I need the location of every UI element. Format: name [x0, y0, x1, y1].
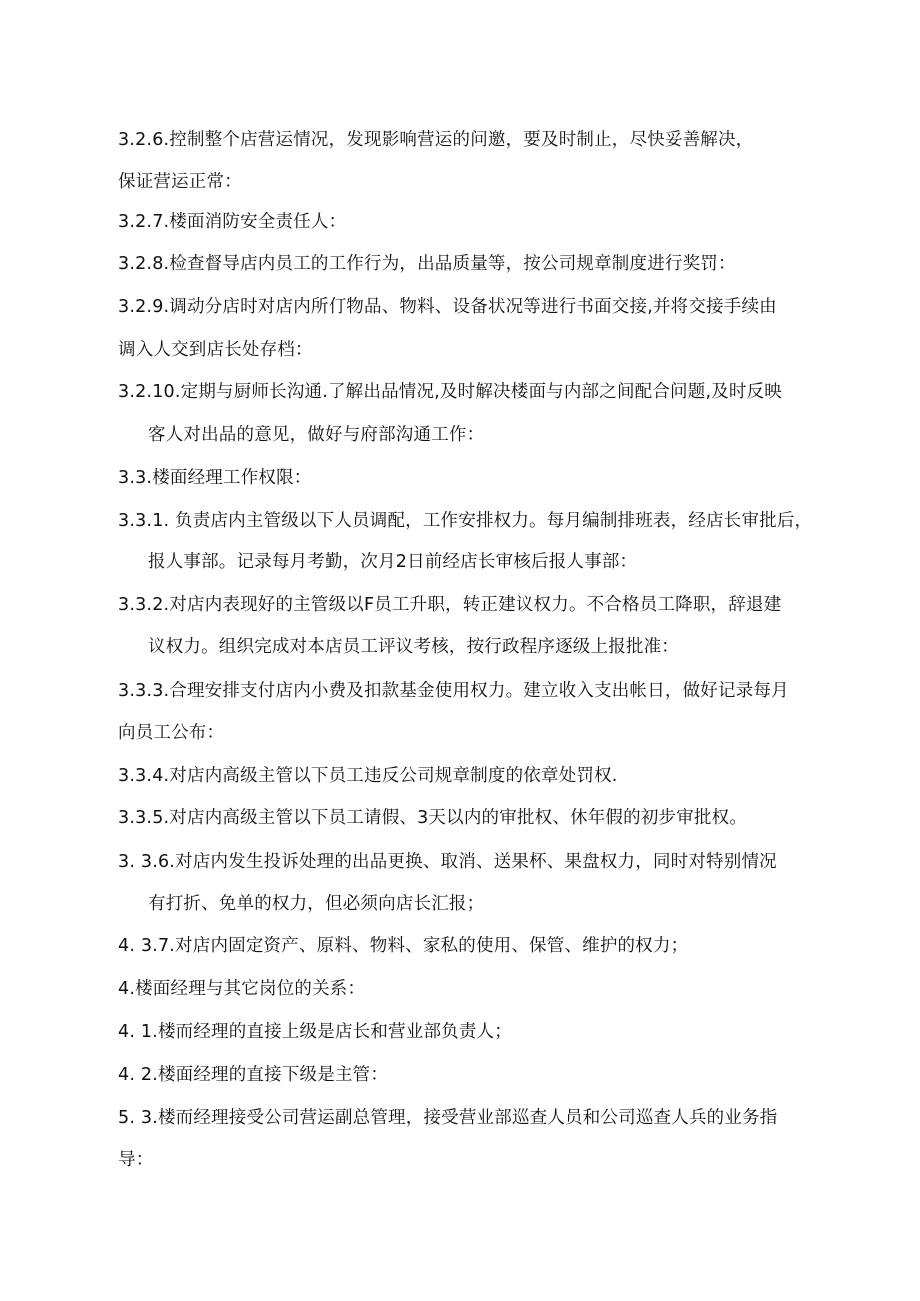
text-line: 有打折、免单的权力，但必须向店长汇报；	[148, 894, 485, 914]
text-line: 3.2.10.定期与厨师长沟通.了解出品情况,及时解决楼面与内部之间配合问题,及时反映	[118, 382, 783, 402]
text-line: 4. 3.7.对店内固定资产、原料、物料、家私的使用、保管、维护的权力；	[118, 936, 689, 956]
text-line: 3.3.4.对店内高级主管以下员工违反公司规章制度的依章处罚权.	[118, 766, 618, 786]
text-line: 3.3.1. 负责店内主管级以下人员调配，工作安排权力。每月编制排班表，经店长审批后，	[118, 511, 813, 531]
text-line: 调入人交到店长处存档：	[118, 340, 313, 360]
text-line: 议权力。组织完成对本店员工评议考核，按行政程序逐级上报批准：	[148, 637, 679, 657]
text-line: 3.3.5.对店内高级主管以下员工请假、3天以内的审批权、休年假的初步审批权。	[118, 808, 748, 828]
text-line: 3.2.6.控制整个店营运情况，发现影响营运的问邀，要及时制止，尽快妥善解决，	[118, 130, 754, 150]
text-line: 4.楼面经理与其它岗位的关系：	[118, 979, 366, 999]
text-line: 5. 3.楼而经理接受公司营运副总管理，接受营业部巡查人员和公司巡查人兵的业务指	[118, 1108, 778, 1128]
text-line: 4. 2.楼面经理的直接下级是主管：	[118, 1065, 389, 1085]
text-line: 客人对出品的意见，做好与府部沟通工作：	[148, 425, 485, 445]
text-line: 3.2.9.调动分店时对店内所仃物品、物料、设备状况等进行书面交接,并将交接手续由	[118, 297, 777, 317]
text-line: 3. 3.6.对店内发生投诉处理的出品更换、取消、送果杯、果盘权力，同时对特别情况	[118, 852, 777, 872]
text-line: 3.3.楼面经理工作权限：	[118, 468, 312, 488]
text-line: 保证营运正常：	[118, 172, 242, 192]
text-line: 3.2.8.检查督导店内员工的工作行为，出品质量等，按公司规章制度进行奖罚：	[118, 254, 736, 274]
text-line: 3.3.3.合理安排支付店内小费及扣款基金使用权力。建立收入支出帐日，做好记录每月	[118, 681, 789, 701]
text-line: 3.3.2.对店内表现好的主管级以F员工升职，转正建议权力。不合格员工降职，辞退建	[118, 595, 782, 615]
text-line: 报人事部。记录每月考勤，次月2日前经店长审核后报人事部：	[148, 552, 638, 572]
text-line: 3.2.7.楼面消防安全责任人：	[118, 212, 347, 232]
text-line: 向员工公布：	[118, 723, 225, 743]
text-line: 4. 1.楼而经理的直接上级是店长和营业部负责人；	[118, 1022, 512, 1042]
text-line: 导：	[118, 1150, 154, 1170]
